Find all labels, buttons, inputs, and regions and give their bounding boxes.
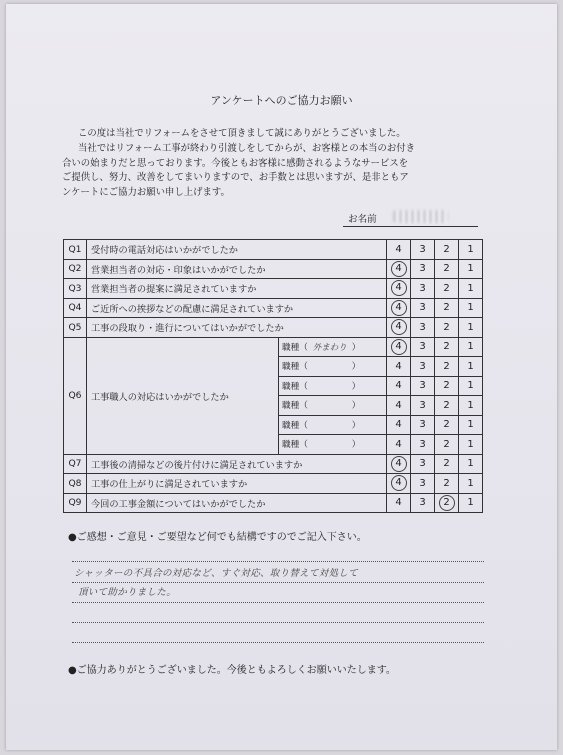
question-row — [64, 454, 483, 474]
score-label: 1 — [467, 321, 474, 333]
job-type-label: 職種（ — [282, 381, 308, 392]
score-option-4[interactable] — [387, 415, 411, 435]
score-label: 3 — [419, 341, 426, 353]
footer-text: ●ご協力ありがとうございました。今後ともよろしくお願いいたします。 — [68, 665, 396, 676]
job-type-field[interactable] — [279, 435, 387, 455]
question-text: ご近所への挨拶などの配慮に満足されていますか — [87, 298, 387, 318]
handwritten-comment-line: シャッターの不具合の対応など、すぐ対応、取り替えて対処して — [74, 568, 359, 579]
score-option-2[interactable] — [435, 240, 459, 260]
comment-line[interactable] — [72, 602, 484, 603]
score-option-1[interactable] — [459, 435, 483, 455]
job-type-field[interactable] — [279, 337, 387, 357]
job-type-label: 職種（ — [282, 342, 308, 353]
score-label: 3 — [419, 438, 426, 450]
question-text: 受付時の電話対応はいかがでしたか — [87, 240, 387, 260]
score-option-4[interactable] — [387, 435, 411, 455]
score-option-2[interactable] — [435, 279, 459, 299]
score-label: 4 — [395, 438, 402, 450]
score-label: 3 — [419, 360, 426, 372]
score-option-3[interactable] — [411, 298, 435, 318]
score-label: 1 — [467, 302, 474, 314]
score-option-4[interactable] — [387, 318, 411, 338]
selected-score-circle: 4 — [391, 280, 407, 296]
score-label: 2 — [443, 321, 450, 333]
job-type-handwritten: 外まわり — [312, 342, 347, 353]
score-label: 2 — [443, 341, 450, 353]
question-number: Q5 — [64, 318, 87, 338]
question-number: Q1 — [64, 240, 87, 260]
score-label: 1 — [467, 399, 474, 411]
score-option-4[interactable] — [387, 474, 411, 494]
selected-score-circle: 4 — [391, 319, 407, 335]
score-label: 1 — [467, 341, 474, 353]
score-label: 2 — [443, 477, 450, 489]
job-type-field[interactable] — [279, 376, 387, 396]
comment-line[interactable] — [72, 582, 484, 583]
score-option-2[interactable] — [435, 493, 459, 513]
question-text: 工事の段取り・進行についてはいかがでしたか — [87, 318, 387, 338]
intro-line: 合いの始まりだと思っております。今後ともお客様に感動されるようなサービスを — [62, 157, 409, 169]
score-label: 3 — [419, 497, 426, 509]
intro-text — [62, 127, 492, 201]
score-option-3[interactable] — [411, 357, 435, 377]
score-option-4[interactable] — [387, 337, 411, 357]
score-option-1[interactable] — [459, 279, 483, 299]
score-option-3[interactable] — [411, 240, 435, 260]
score-option-4[interactable] — [387, 357, 411, 377]
selected-score-circle: 2 — [439, 495, 455, 511]
score-option-2[interactable] — [435, 318, 459, 338]
score-option-4[interactable] — [387, 240, 411, 260]
job-type-label: 職種（ — [282, 420, 308, 431]
score-option-1[interactable] — [459, 493, 483, 513]
score-label: 2 — [443, 263, 450, 275]
score-label: 4 — [395, 243, 402, 255]
selected-score-circle: 4 — [391, 475, 407, 491]
score-option-1[interactable] — [459, 474, 483, 494]
score-option-3[interactable] — [411, 279, 435, 299]
score-option-3[interactable] — [411, 259, 435, 279]
score-label: 3 — [419, 282, 426, 294]
comment-line[interactable] — [72, 561, 484, 562]
name-field[interactable] — [343, 210, 478, 227]
score-label: 2 — [443, 438, 450, 450]
score-option-2[interactable] — [435, 259, 459, 279]
score-label: 2 — [443, 243, 450, 255]
selected-score-circle: 4 — [391, 300, 407, 316]
score-label: 1 — [467, 243, 474, 255]
score-label: 4 — [395, 399, 402, 411]
selected-score-circle: 4 — [391, 456, 407, 472]
score-option-1[interactable] — [459, 357, 483, 377]
job-type-close: ） — [351, 362, 361, 373]
job-type-field[interactable] — [279, 396, 387, 416]
question-number: Q3 — [64, 279, 87, 299]
score-label: 1 — [467, 477, 474, 489]
score-option-2[interactable] — [435, 474, 459, 494]
score-label: 4 — [395, 380, 402, 392]
job-type-close: ） — [351, 401, 361, 412]
score-label: 3 — [419, 477, 426, 489]
question-number: Q4 — [64, 298, 87, 318]
score-label: 2 — [443, 380, 450, 392]
question-number: Q9 — [64, 493, 87, 513]
score-option-2[interactable] — [435, 376, 459, 396]
question-text: 工事職人の対応はいかがでしたか — [87, 337, 279, 454]
question-text: 営業担当者の提案に満足されていますか — [87, 279, 387, 299]
score-option-3[interactable] — [411, 493, 435, 513]
score-option-1[interactable] — [459, 318, 483, 338]
comment-line[interactable] — [72, 622, 484, 623]
selected-score-circle: 4 — [391, 339, 407, 355]
score-label: 1 — [467, 458, 474, 470]
score-label: 1 — [467, 282, 474, 294]
intro-line: この度は当社でリフォームをさせて頂きまして誠にありがとうございました。 — [78, 128, 406, 139]
handwritten-comment-line: 頂いて助かりました。 — [78, 587, 177, 598]
job-type-close: ） — [351, 420, 361, 431]
score-label: 4 — [395, 497, 402, 509]
question-row — [64, 298, 483, 318]
score-option-4[interactable] — [387, 396, 411, 416]
score-label: 1 — [467, 497, 474, 509]
score-option-2[interactable] — [435, 415, 459, 435]
job-type-label: 職種（ — [282, 362, 308, 373]
score-label: 1 — [467, 263, 474, 275]
score-option-3[interactable] — [411, 337, 435, 357]
score-option-1[interactable] — [459, 376, 483, 396]
question-text: 今回の工事金額についてはいかがでしたか — [87, 493, 387, 513]
score-option-4[interactable] — [387, 279, 411, 299]
question-text: 工事後の清掃などの後片付けに満足されていますか — [87, 454, 387, 474]
question-text: 営業担当者の対応・印象はいかがでしたか — [87, 259, 387, 279]
question-row — [64, 240, 483, 260]
score-option-1[interactable] — [459, 415, 483, 435]
job-type-close: ） — [351, 342, 361, 353]
score-option-2[interactable] — [435, 396, 459, 416]
score-label: 3 — [419, 321, 426, 333]
score-label: 3 — [419, 419, 426, 431]
question-number: Q2 — [64, 259, 87, 279]
score-option-1[interactable] — [459, 240, 483, 260]
page-title: アンケートへのご協力お願い — [210, 94, 353, 107]
question-row — [64, 279, 483, 299]
score-option-3[interactable] — [411, 435, 435, 455]
score-option-3[interactable] — [411, 415, 435, 435]
question-number: Q8 — [64, 474, 87, 494]
job-type-close: ） — [351, 381, 361, 392]
comment-heading: ●ご感想・ご意見・ご要望など何でも結構ですのでご記入下さい。 — [68, 532, 367, 543]
score-option-2[interactable] — [435, 298, 459, 318]
question-row — [64, 474, 483, 494]
score-option-2[interactable] — [435, 357, 459, 377]
score-option-2[interactable] — [435, 454, 459, 474]
comment-line[interactable] — [72, 642, 484, 643]
score-label: 4 — [395, 419, 402, 431]
question-text: 工事の仕上がりに満足されていますか — [87, 474, 387, 494]
score-label: 2 — [443, 302, 450, 314]
name-label: お名前 — [348, 214, 377, 225]
score-option-4[interactable] — [387, 454, 411, 474]
intro-line: ご提供し、努力、改善をしてまいりますので、お手数とは思いますが、是非ともア — [62, 172, 409, 184]
score-option-1[interactable] — [459, 454, 483, 474]
score-option-1[interactable] — [459, 259, 483, 279]
score-label: 4 — [395, 360, 402, 372]
score-label: 1 — [467, 360, 474, 372]
score-option-3[interactable] — [411, 474, 435, 494]
score-option-1[interactable] — [459, 337, 483, 357]
score-label: 2 — [443, 419, 450, 431]
score-option-1[interactable] — [459, 396, 483, 416]
selected-score-circle: 4 — [391, 261, 407, 277]
score-label: 1 — [467, 380, 474, 392]
score-label: 3 — [419, 380, 426, 392]
job-type-label: 職種（ — [282, 440, 308, 451]
score-option-4[interactable] — [387, 298, 411, 318]
question-number: Q6 — [64, 337, 87, 454]
question-row — [64, 318, 483, 338]
survey-table — [63, 239, 483, 513]
intro-line: 当社ではリフォーム工事が終わり引渡しをしてからが、お客様との本当のお付き — [78, 142, 416, 154]
score-label: 2 — [443, 399, 450, 411]
job-type-close: ） — [351, 440, 361, 451]
job-type-field[interactable] — [279, 357, 387, 377]
redacted-name — [393, 210, 448, 223]
job-type-field[interactable] — [279, 415, 387, 435]
score-option-2[interactable] — [435, 337, 459, 357]
score-option-4[interactable] — [387, 376, 411, 396]
score-option-2[interactable] — [435, 435, 459, 455]
score-option-1[interactable] — [459, 298, 483, 318]
score-label: 3 — [419, 243, 426, 255]
questionnaire-sheet — [6, 4, 557, 750]
question-row — [64, 493, 483, 513]
score-option-3[interactable] — [411, 396, 435, 416]
score-option-3[interactable] — [411, 376, 435, 396]
score-label: 3 — [419, 458, 426, 470]
score-option-4[interactable] — [387, 259, 411, 279]
intro-line: ンケートにご協力お願い申し上げます。 — [62, 187, 230, 199]
score-option-4[interactable] — [387, 493, 411, 513]
score-option-3[interactable] — [411, 318, 435, 338]
score-label: 2 — [443, 458, 450, 470]
score-label: 3 — [419, 399, 426, 411]
score-label: 3 — [419, 302, 426, 314]
score-label: 1 — [467, 438, 474, 450]
score-label: 2 — [443, 360, 450, 372]
score-label: 1 — [467, 419, 474, 431]
score-label: 2 — [443, 282, 450, 294]
question-row-q6 — [64, 337, 483, 357]
score-option-3[interactable] — [411, 454, 435, 474]
question-number: Q7 — [64, 454, 87, 474]
job-type-label: 職種（ — [282, 401, 308, 412]
score-label: 3 — [419, 263, 426, 275]
question-row — [64, 259, 483, 279]
